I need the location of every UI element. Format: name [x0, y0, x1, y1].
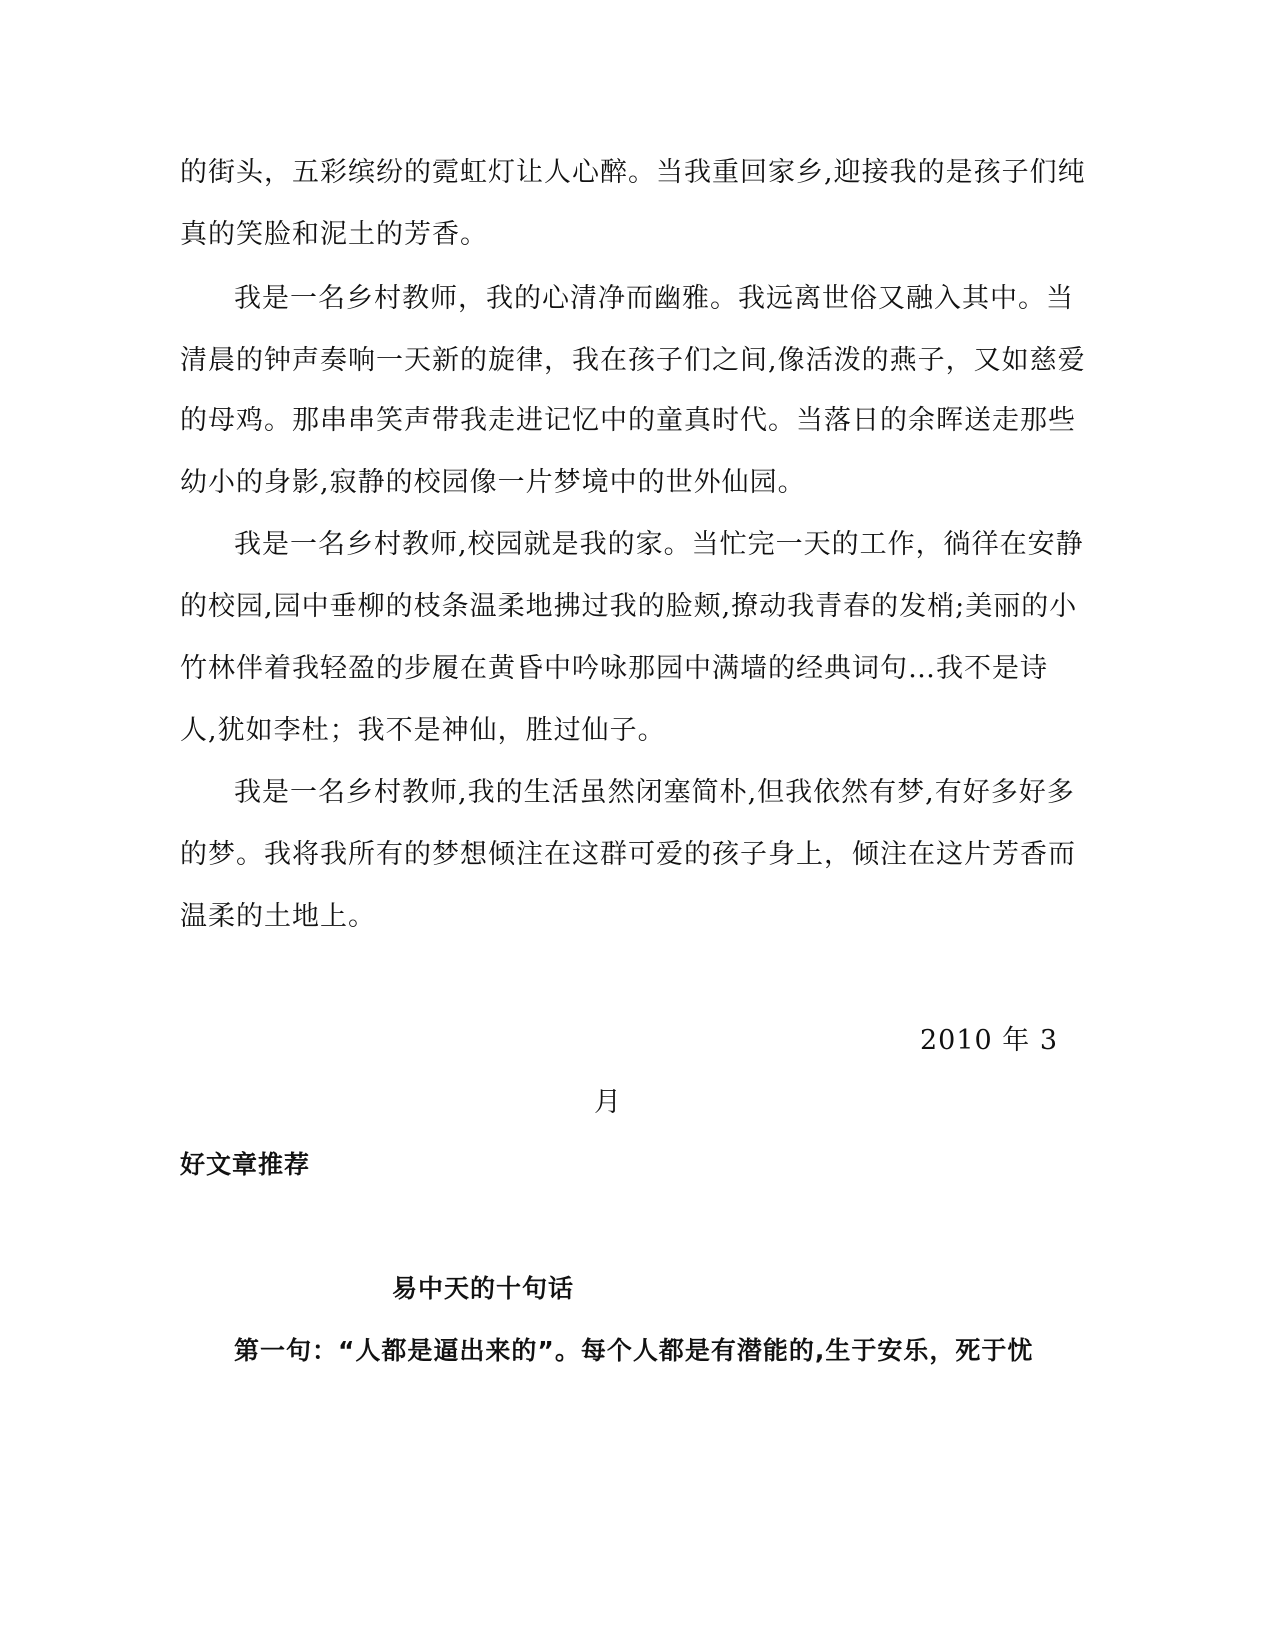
paragraph-line: 我是一名乡村教师,我的生活虽然闭塞简朴,但我依然有梦,有好多好多 [234, 777, 1075, 808]
date-month-char: 月 [594, 1087, 622, 1118]
paragraph-line: 幼小的身影,寂静的校园像一片梦境中的世外仙园。 [180, 467, 806, 498]
paragraph-line: 的街头，五彩缤纷的霓虹灯让人心醉。当我重回家乡,迎接我的是孩子们纯 [180, 157, 1086, 188]
paragraph-line: 的梦。我将我所有的梦想倾注在这群可爱的孩子身上，倾注在这片芳香而 [180, 839, 1076, 870]
paragraph-line: 我是一名乡村教师,校园就是我的家。当忙完一天的工作，徜徉在安静 [234, 529, 1084, 560]
paragraph-line: 的母鸡。那串串笑声带我走进记忆中的童真时代。当落日的余晖送走那些 [180, 405, 1076, 436]
first-sentence-line: 第一句：“人都是逼出来的”。每个人都是有潜能的,生于安乐，死于忧 [234, 1336, 1034, 1365]
paragraph-line: 的校园,园中垂柳的枝条温柔地拂过我的脸颊,撩动我青春的发梢;美丽的小 [180, 591, 1078, 622]
paragraph-line: 人,犹如李杜；我不是神仙，胜过仙子。 [180, 715, 666, 746]
article-title: 易中天的十句话 [392, 1274, 575, 1303]
date-year-month: 2010 年 3 [920, 1025, 1059, 1056]
paragraph-line: 我是一名乡村教师，我的心清净而幽雅。我远离世俗又融入其中。当 [234, 283, 1074, 314]
paragraph-line: 真的笑脸和泥土的芳香。 [180, 219, 488, 250]
recommend-heading: 好文章推荐 [180, 1150, 311, 1179]
paragraph-line: 清晨的钟声奏响一天新的旋律，我在孩子们之间,像活泼的燕子，又如慈爱 [180, 345, 1086, 376]
paragraph-line: 竹林伴着我轻盈的步履在黄昏中吟咏那园中满墙的经典词句…我不是诗 [180, 653, 1048, 684]
paragraph-line: 温柔的土地上。 [180, 901, 376, 932]
